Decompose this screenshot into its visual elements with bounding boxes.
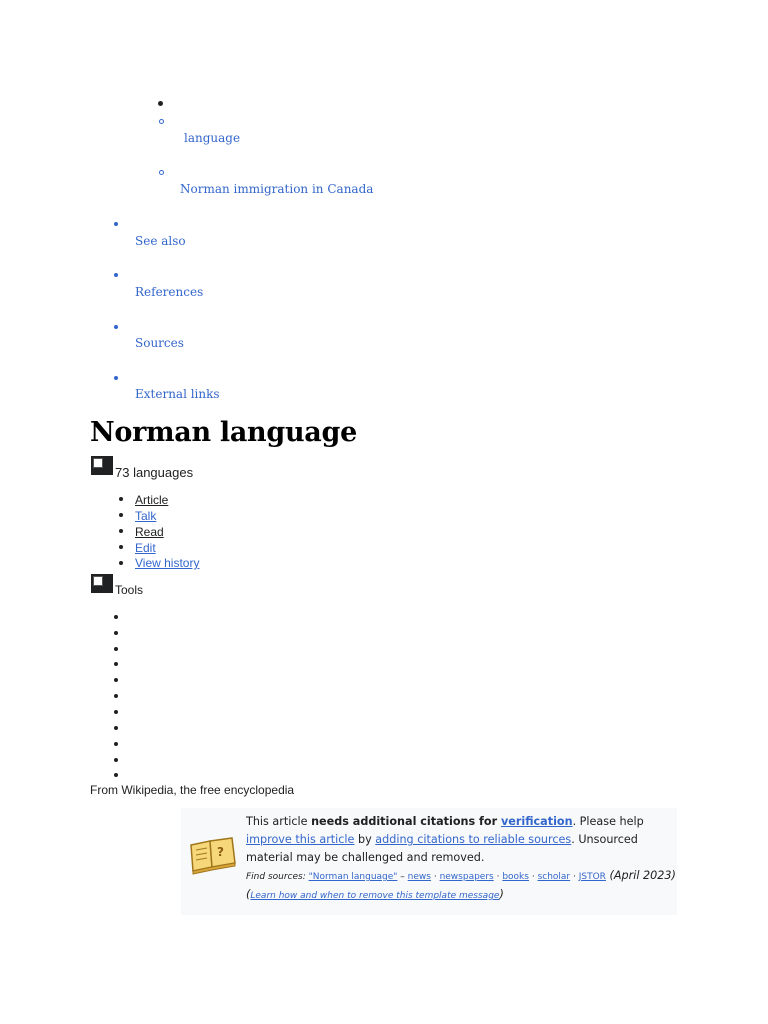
toc-marker [114,222,118,226]
source-newspapers-link[interactable]: newspapers [439,872,494,882]
languages-checkbox[interactable] [91,456,113,475]
tab-bullet [119,545,123,549]
source-query-link[interactable]: "Norman language" [308,872,398,882]
source-dash: – [397,872,408,882]
tools-item[interactable] [114,615,118,619]
source-sep: · [570,872,579,882]
verification-link[interactable]: verification [501,815,573,828]
citation-notice-text [246,813,676,905]
improve-article-link[interactable]: improve this article [246,833,355,846]
tab-read[interactable]: Read [135,525,164,539]
notice-text-3: . Please help [572,815,644,828]
adding-citations-link[interactable]: adding citations to reliable sources [375,833,572,846]
toc-item-sources[interactable]: Sources [135,336,184,350]
source-sep: · [528,872,538,882]
tab-bullet [119,513,123,517]
tab-bullet [119,561,123,565]
learn-how-link[interactable]: Learn how and when to remove this template message [250,891,500,901]
source-books-link[interactable]: books [502,872,529,882]
toc-bullet [158,101,163,106]
notice-text-5: . Unsourced material may be challenged and removed. [246,833,638,864]
toc-item-references[interactable]: References [135,285,204,299]
toc-sub-item-norman-immigration[interactable]: Norman immigration in Canada [180,182,374,196]
tools-label[interactable]: Tools [115,583,144,597]
source-scholar-link[interactable]: scholar [537,872,571,882]
tools-item[interactable] [114,678,118,682]
tools-item[interactable] [114,710,118,714]
tools-item[interactable] [114,742,118,746]
svg-text:?: ? [217,845,224,859]
page-title: Norman language [90,417,357,448]
source-news-link[interactable]: news [407,872,431,882]
toc-sub-item-language[interactable]: language [184,131,241,145]
source-jstor-link[interactable]: JSTOR [578,872,606,882]
notice-bold: needs additional citations for [311,815,502,828]
tab-bullet [119,529,123,533]
toc-marker [114,325,118,329]
tab-edit[interactable]: Edit [135,541,156,555]
tools-item[interactable] [114,726,118,730]
tools-item[interactable] [114,662,118,666]
toc-item-see-also[interactable]: See also [135,234,186,248]
notice-text-1: This article [246,815,312,828]
toc-marker [114,273,118,277]
book-icon [188,835,238,875]
learn-close: ) [499,888,504,901]
learn-open: ( [246,888,251,901]
tools-item[interactable] [114,631,118,635]
tools-item[interactable] [114,647,118,651]
toc-item-external-links[interactable]: External links [135,387,220,401]
notice-date: (April 2023) [605,869,676,882]
tagline: From Wikipedia, the free encyclopedia [90,783,295,797]
tab-article[interactable]: Article [135,493,169,507]
toc-marker [114,376,118,380]
languages-label[interactable]: 73 languages [115,465,194,480]
tools-checkbox[interactable] [91,574,113,593]
tab-bullet [119,497,123,501]
toc-sub-marker [159,119,164,124]
tab-talk[interactable]: Talk [135,509,157,523]
tools-item[interactable] [114,773,118,777]
source-sep: · [493,872,503,882]
find-sources-label: Find sources: [246,872,309,882]
tools-item[interactable] [114,758,118,762]
tab-view-history[interactable]: View history [135,556,200,570]
notice-text-4: by [354,833,376,846]
source-sep: · [430,872,440,882]
tools-item[interactable] [114,694,118,698]
toc-sub-marker [159,170,164,175]
